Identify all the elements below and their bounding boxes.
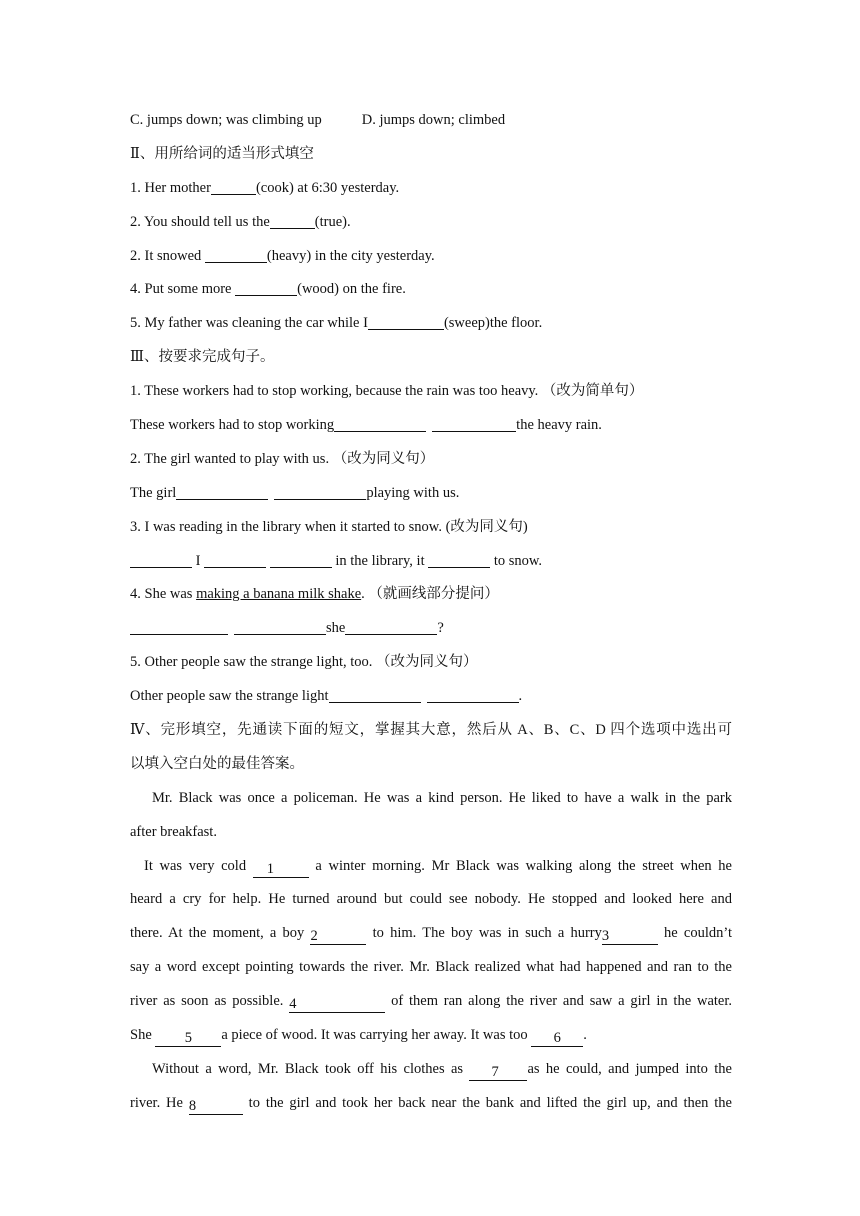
- cloze-blank-4[interactable]: 4: [289, 997, 385, 1013]
- s3-q1: 1. These workers had to stop working, because the rain was too heavy. （改为简单句）: [130, 383, 644, 400]
- s3-q5-answer: Other people saw the strange light .: [130, 688, 523, 705]
- para2-line1: It was very cold 1 a winter morning. Mr Black was walking along the street when he: [144, 857, 732, 877]
- cloze-blank-3[interactable]: 3: [602, 929, 658, 945]
- answer-blank[interactable]: [235, 280, 297, 296]
- para1-line2: after breakfast.: [130, 823, 217, 840]
- answer-blank[interactable]: [204, 552, 266, 568]
- answer-blank[interactable]: [329, 687, 421, 703]
- answer-blank[interactable]: [428, 552, 490, 568]
- cloze-blank-8[interactable]: 8: [189, 1099, 243, 1115]
- answer-blank[interactable]: [368, 314, 444, 330]
- answer-blank[interactable]: [130, 619, 228, 635]
- section4-heading-line2: 以填入空白处的最佳答案。: [130, 755, 304, 772]
- s3-q2-answer: The girl playing with us.: [130, 484, 460, 501]
- para2-line6: She 5 a piece of wood. It was carrying her away. It was too 6 .: [130, 1027, 587, 1047]
- cloze-blank-2[interactable]: 2: [310, 929, 366, 945]
- answer-blank[interactable]: [345, 619, 437, 635]
- s3-q4: 4. She was making a banana milk shake. （就画线部分提问）: [130, 586, 499, 603]
- s3-q1-answer: These workers had to stop working the heavy rain.: [130, 417, 602, 434]
- s3-q3: 3. I was reading in the library when it started to snow. (改为同义句): [130, 518, 528, 535]
- answer-blank[interactable]: [432, 416, 516, 432]
- answer-blank[interactable]: [427, 687, 519, 703]
- answer-blank[interactable]: [130, 552, 192, 568]
- answer-blank[interactable]: [234, 619, 326, 635]
- section4-heading-line1: Ⅳ、完形填空，先通读下面的短文，掌握其大意，然后从 A、B、C、D 四个选项中选出可: [130, 722, 732, 739]
- s2-item-3: 2. It snowed (heavy) in the city yesterday.: [130, 247, 435, 264]
- cloze-blank-6[interactable]: 6: [531, 1031, 583, 1047]
- answer-blank[interactable]: [334, 416, 426, 432]
- s3-q4-answer: she ?: [130, 612, 732, 646]
- s3-q2: 2. The girl wanted to play with us. （改为同义句）: [130, 450, 435, 467]
- cloze-blank-1[interactable]: 1: [253, 862, 309, 878]
- answer-blank[interactable]: [211, 179, 256, 195]
- underlined-phrase: making a banana milk shake: [196, 586, 362, 603]
- s2-item-5: 5. My father was cleaning the car while I (sweep)the floor.: [130, 315, 543, 332]
- section2-heading: Ⅱ、用所给词的适当形式填空: [130, 145, 314, 162]
- para2-line3: there. At the moment, a boy 2 to him. The boy was in such a hurry3 he couldn’t: [130, 925, 732, 945]
- s3-q3-answer: I in the library, it to snow.: [130, 545, 732, 579]
- cloze-blank-5[interactable]: 5: [155, 1031, 221, 1047]
- s2-item-1: 1. Her mother (cook) at 6:30 yesterday.: [130, 179, 400, 196]
- para3-line2: river. He 8 to the girl and took her back near the bank and lifted the girl up, and then the: [130, 1094, 732, 1114]
- answer-blank[interactable]: [270, 552, 332, 568]
- option-c: C. jumps down; was climbing up: [130, 112, 322, 128]
- para3-line1: Without a word, Mr. Black took off his clothes as 7 as he could, and jumped into the: [152, 1060, 732, 1080]
- option-d: D. jumps down; climbed: [361, 112, 506, 128]
- answer-blank[interactable]: [176, 484, 268, 500]
- cloze-blank-7[interactable]: 7: [469, 1065, 527, 1081]
- para2-line2: heard a cry for help. He turned around but could see nobody. He stopped and looked here and: [130, 891, 732, 908]
- answer-blank[interactable]: [205, 247, 267, 263]
- options-line: [130, 104, 732, 138]
- para2-line5: river as soon as possible. 4 of them ran along the river and saw a girl in the water.: [130, 993, 732, 1013]
- s3-q5: 5. Other people saw the strange light, too. （改为同义句）: [130, 654, 478, 671]
- section3-heading: Ⅲ、按要求完成句子。: [130, 349, 275, 366]
- s2-item-2: 2. You should tell us the (true).: [130, 213, 351, 230]
- para1-line1: Mr. Black was once a policeman. He was a kind person. He liked to have a walk in the park: [152, 789, 732, 806]
- s2-item-4: 4. Put some more (wood) on the fire.: [130, 281, 406, 298]
- worksheet-page: [130, 104, 732, 1121]
- answer-blank[interactable]: [274, 484, 366, 500]
- answer-blank[interactable]: [270, 213, 315, 229]
- para2-line4: say a word except pointing towards the river. Mr. Black realized what had happened and ran to the: [130, 959, 732, 976]
